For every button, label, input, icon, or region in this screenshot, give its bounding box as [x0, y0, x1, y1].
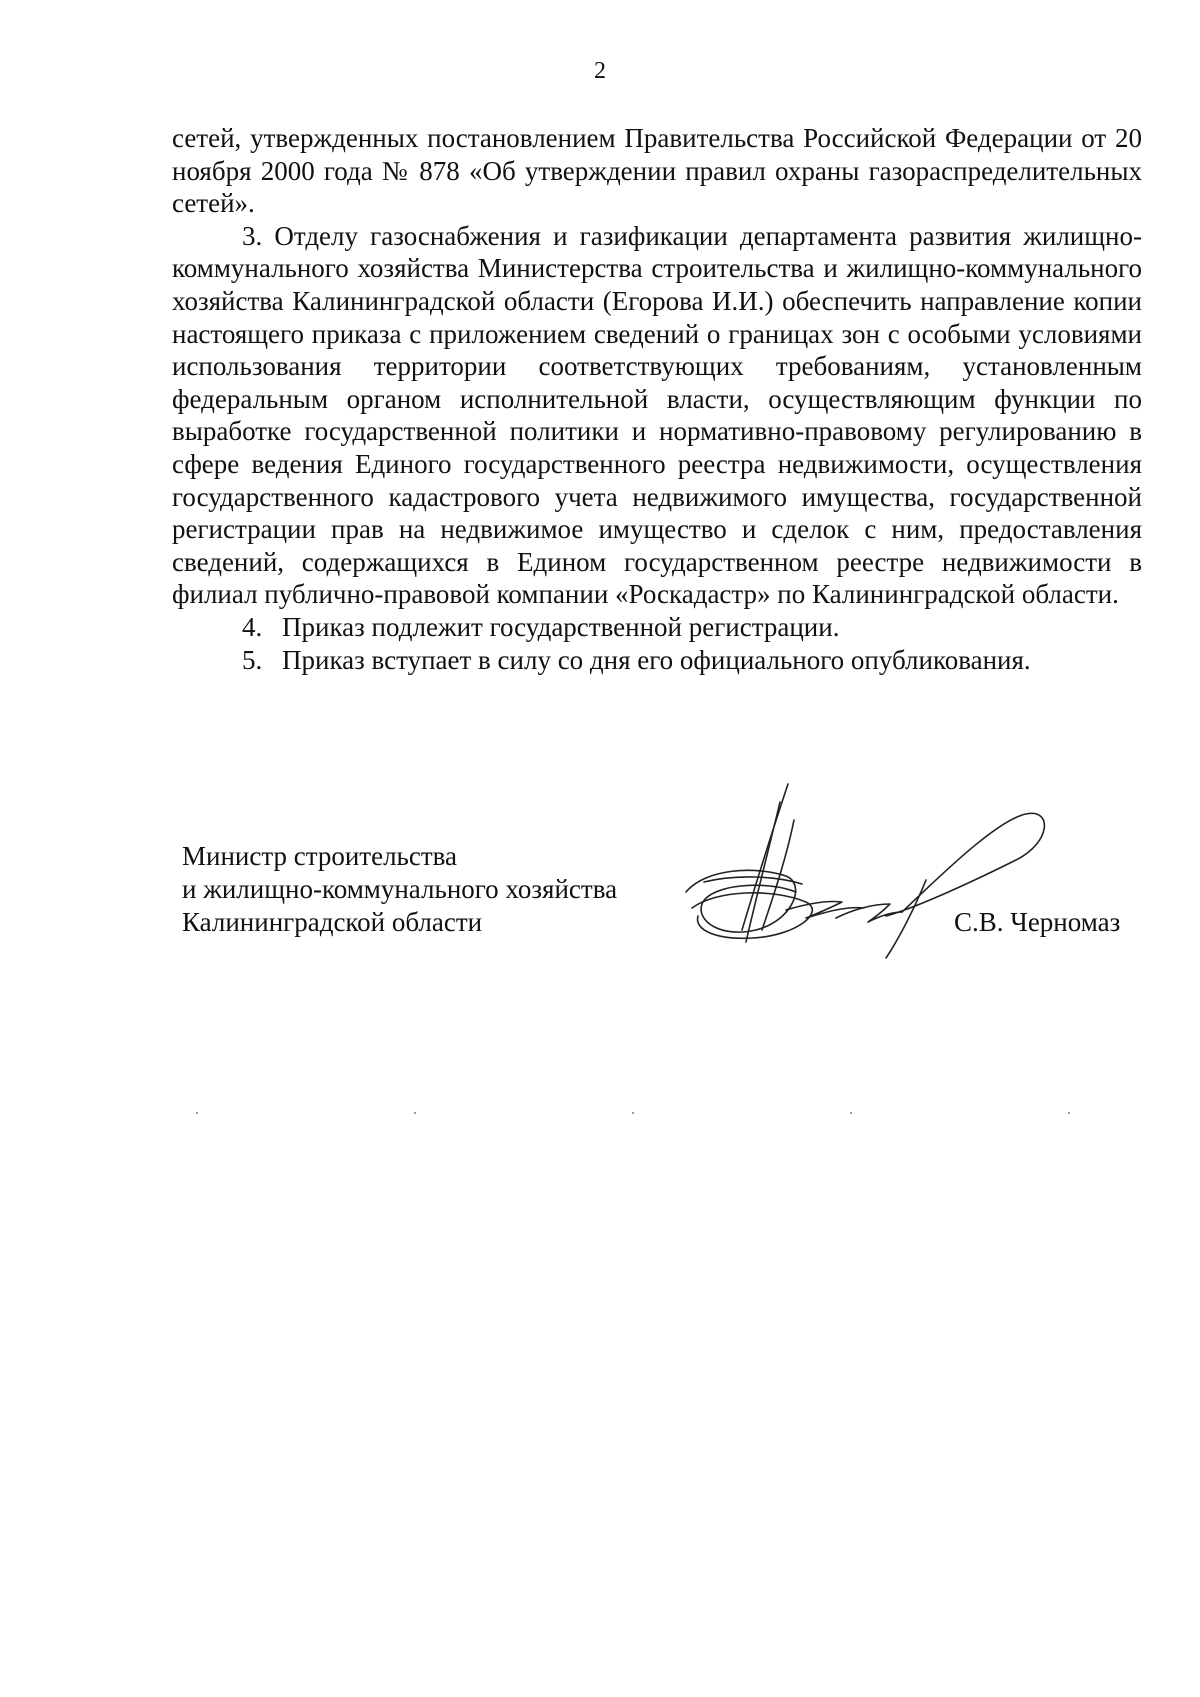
list-item-number: 4.	[242, 611, 263, 642]
position-line-3: Калининградской области	[182, 907, 483, 937]
signatory-name: С.В. Черномаз	[954, 907, 1121, 937]
list-item-number: 5.	[242, 644, 263, 675]
list-item-5	[172, 644, 1142, 677]
signatory-position	[182, 840, 617, 939]
paragraph-continuation: сетей, утвержденных постановлением Правительства Российской Федерации от 20 ноября 2000 года № 878 «Об утверждении правил охраны газораспределительных сетей».	[172, 123, 1142, 219]
position-line-1: Министр строительства	[182, 841, 458, 871]
document-body	[172, 122, 1142, 676]
position-line-2: и жилищно-коммунального хозяйства	[182, 874, 618, 904]
scan-artifact-dots	[0, 1112, 1200, 1118]
scan-dot	[414, 1112, 416, 1114]
list-item-text: Приказ подлежит государственной регистрации.	[282, 611, 840, 642]
paragraph-item-3: 3. Отделу газоснабжения и газификации департамента развития жилищно-коммунального хозяйства Министерства строительства и жилищно-коммунального хозяйства Калининградской области (Егорова И.И.) обеспечить направление копии настоящего приказа с приложением сведений о границах зон с особыми условиями использования территории соответствующих требованиям, установленным федеральным органом исполнительной власти, осуществляющим функции по выработке государственной политики и нормативно-правовому регулированию в сфере ведения Единого государственного реестра недвижимости, осуществления государственного кадастрового учета недвижимого имущества, государственной регистрации прав на недвижимое имущество и сделок с ним, предоставления сведений, содержащихся в Едином государственном реестре недвижимости в филиал публично-правовой компании «Роскадастр» по Калининградской области.	[172, 220, 1142, 610]
list-item-4	[172, 611, 1142, 644]
list-item-text: Приказ вступает в силу со дня его официального опубликования.	[282, 644, 1031, 675]
scan-dot	[850, 1112, 852, 1114]
page-number: 2	[594, 58, 606, 84]
scan-dot	[1068, 1112, 1070, 1114]
scan-dot	[196, 1112, 198, 1114]
scan-dot	[632, 1112, 634, 1114]
